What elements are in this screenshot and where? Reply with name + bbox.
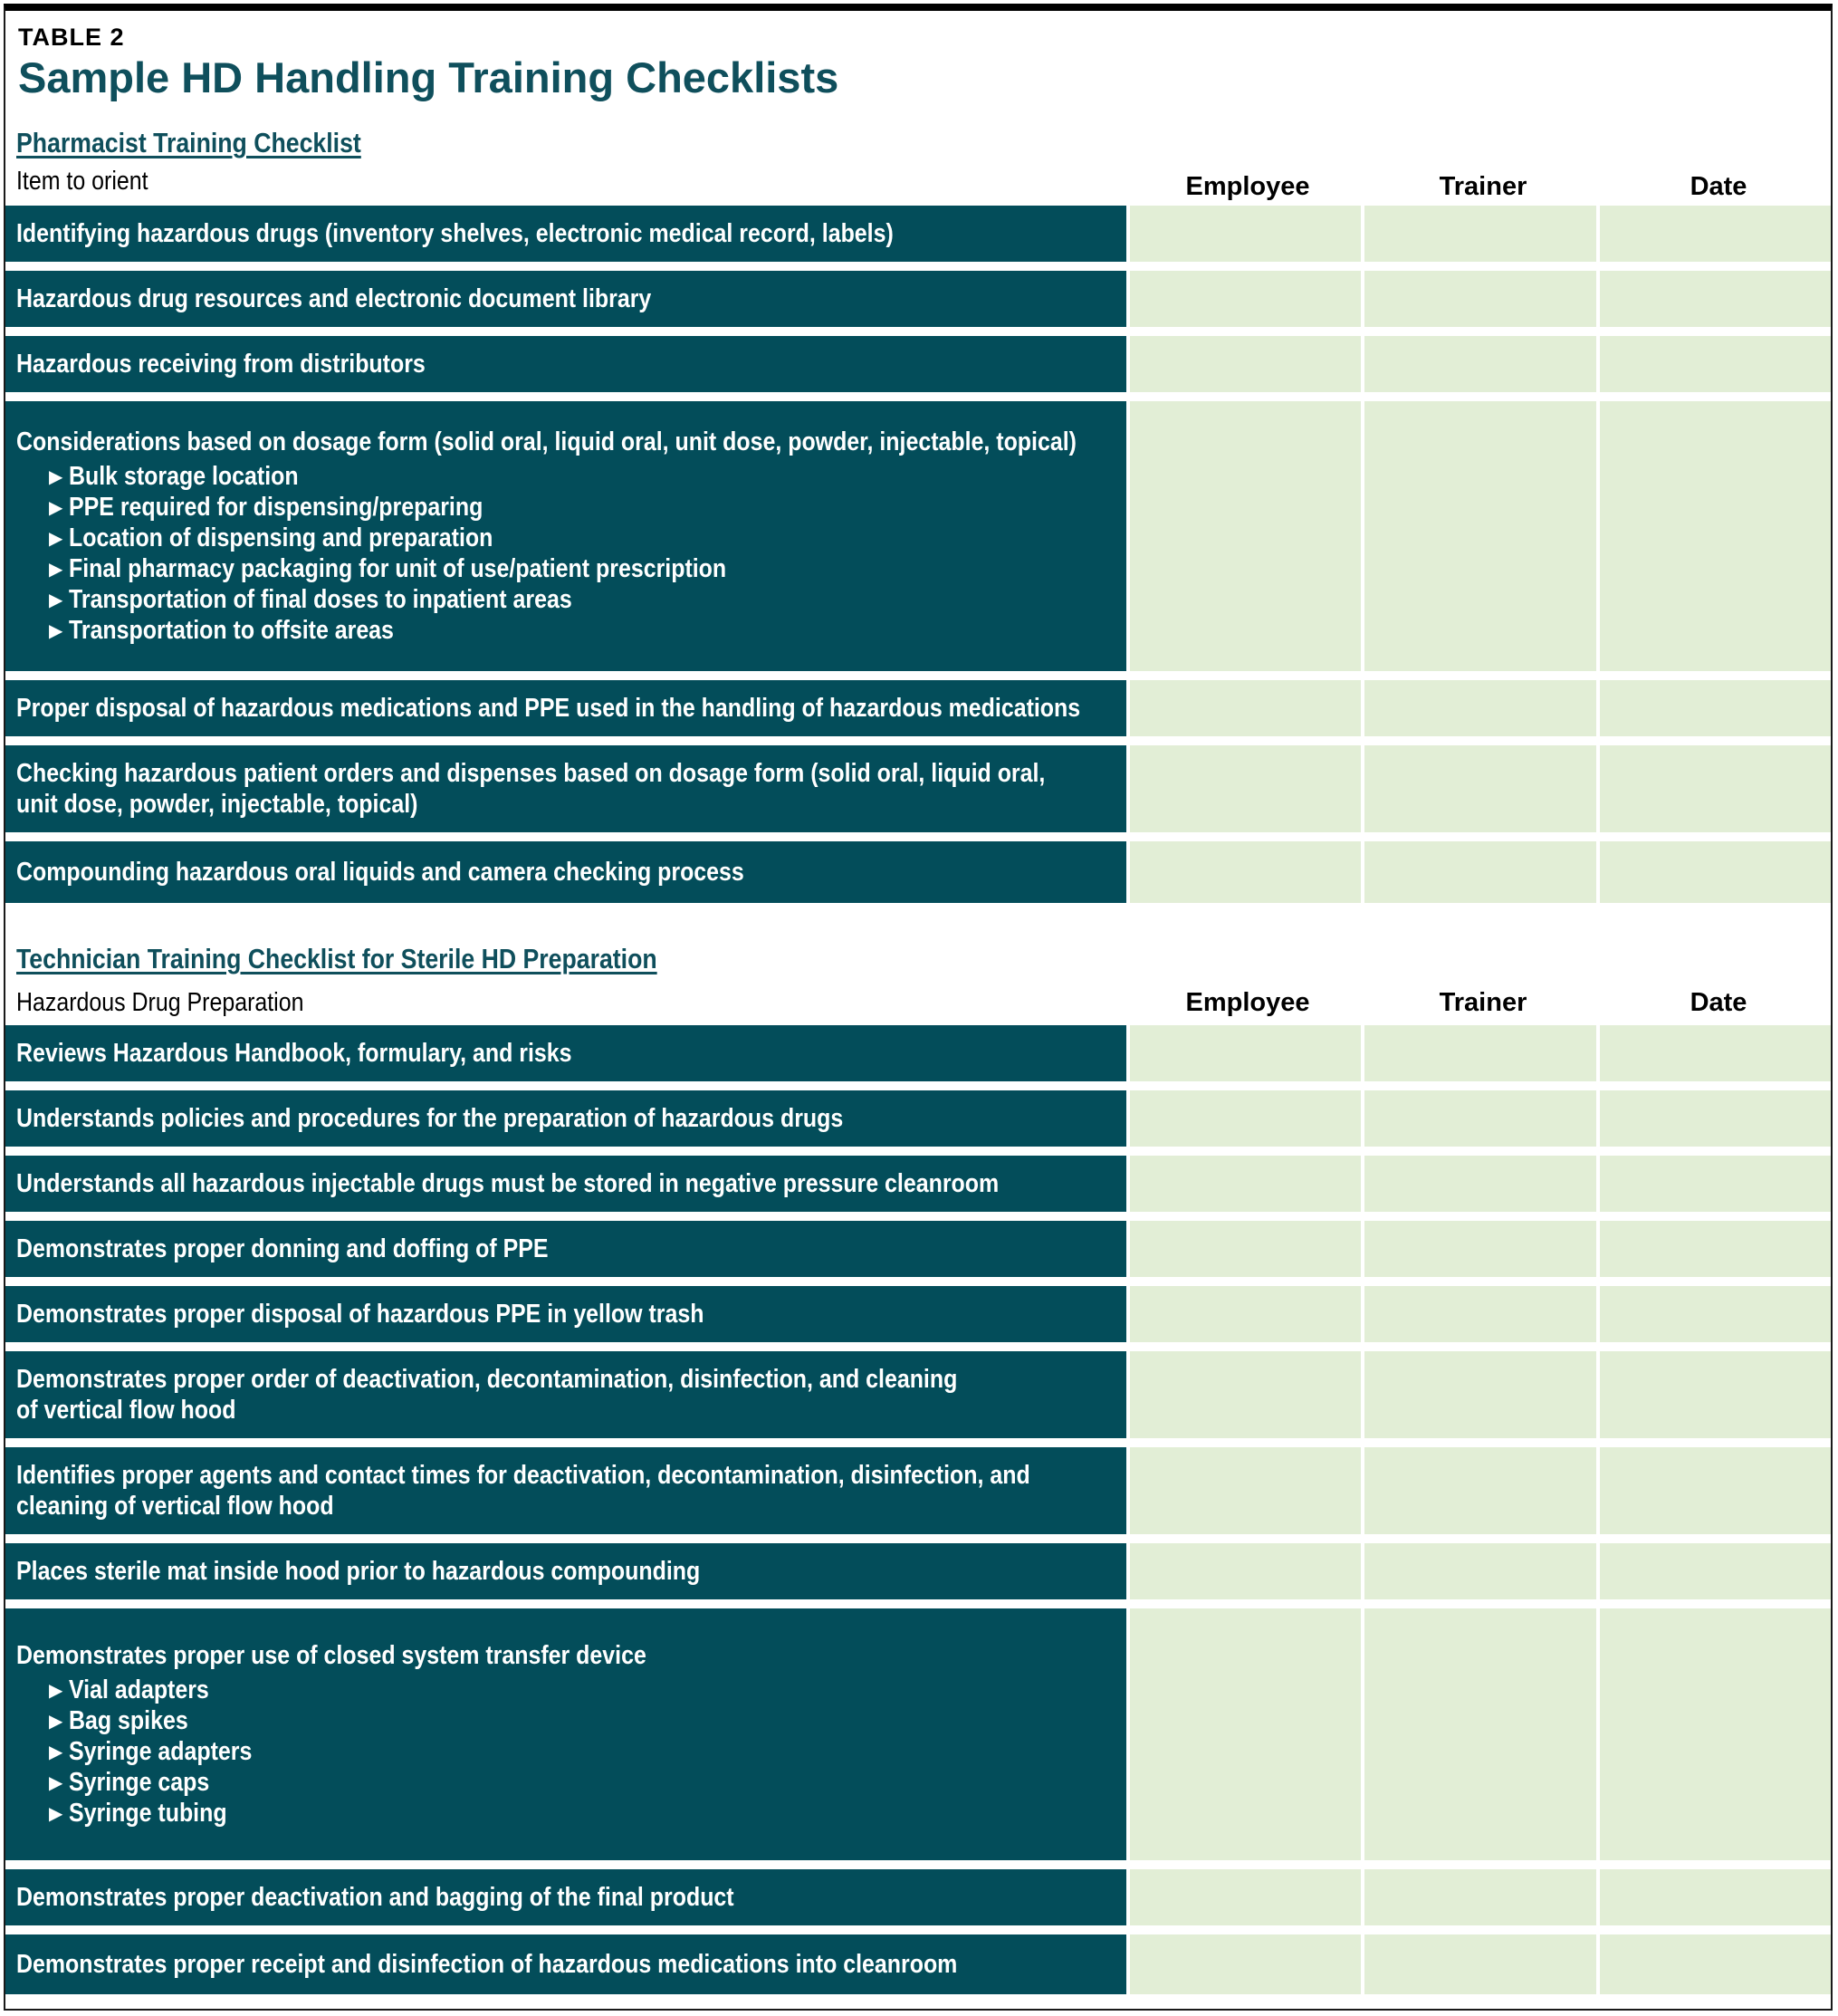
page-title: Sample HD Handling Training Checklists [18, 53, 839, 101]
checklist-item-label: Identifies proper agents and contact times for deactivation, decontamination, disinfection, and cleaning of vertical flow hood [16, 1461, 1030, 1521]
checklist-item [5, 271, 1126, 327]
checklist-item [5, 206, 1126, 262]
checklist-item-label: Demonstrates proper order of deactivation, decontamination, disinfection, and cleaning of vertical flow hood [16, 1365, 958, 1425]
sub-item [16, 523, 1115, 553]
sub-item [16, 1798, 1115, 1829]
date-signoff-cell[interactable] [1600, 401, 1831, 671]
technician-section-title: Technician Training Checklist for Sterile HD Preparation [16, 943, 657, 974]
triangle-bullet-icon: ▶ [49, 1803, 63, 1824]
checklist-row [5, 841, 1831, 903]
employee-signoff-cell[interactable] [1130, 1156, 1361, 1212]
checklist-item-label: Demonstrates proper use of closed system transfer device [16, 1641, 646, 1670]
trainer-signoff-cell[interactable] [1364, 1090, 1595, 1147]
checklist-row [5, 271, 1831, 327]
checklist-item-label: Demonstrates proper donning and doffing of PPE [16, 1234, 549, 1263]
checklist-item-label: Hazardous receiving from distributors [16, 350, 426, 379]
sub-item-label: Bag spikes [69, 1706, 188, 1735]
checklist-row [5, 1090, 1831, 1147]
date-signoff-cell[interactable] [1600, 1351, 1831, 1438]
sub-item-label: Syringe tubing [69, 1799, 227, 1828]
date-signoff-cell[interactable] [1600, 1221, 1831, 1277]
sub-item-label: Location of dispensing and preparation [69, 523, 493, 552]
technician-employee-header: Employee [1185, 988, 1310, 1017]
checklist-item [5, 1221, 1126, 1277]
trainer-signoff-cell[interactable] [1364, 745, 1595, 832]
trainer-signoff-cell[interactable] [1364, 841, 1595, 903]
checklist-item [5, 1351, 1126, 1438]
date-signoff-cell[interactable] [1600, 271, 1831, 327]
table-label: TABLE 2 [18, 24, 125, 51]
checklist-item-label: Demonstrates proper disposal of hazardous PPE in yellow trash [16, 1300, 704, 1329]
sub-item [16, 553, 1115, 584]
sub-item [16, 615, 1115, 646]
employee-signoff-cell[interactable] [1130, 841, 1361, 903]
sub-item [16, 1675, 1115, 1705]
sub-item [16, 1767, 1115, 1798]
sub-item-label: Syringe caps [69, 1768, 210, 1797]
technician-trainer-header: Trainer [1439, 988, 1527, 1017]
triangle-bullet-icon: ▶ [49, 1772, 63, 1793]
checklist-row [5, 680, 1831, 736]
checklist-item [5, 1447, 1126, 1534]
checklist-item [5, 745, 1126, 832]
triangle-bullet-icon: ▶ [49, 1680, 63, 1701]
checklist-item [5, 1156, 1126, 1212]
checklist-row [5, 1934, 1831, 1994]
employee-signoff-cell[interactable] [1130, 1090, 1361, 1147]
checklist-item-label: Demonstrates proper deactivation and bagging of the final product [16, 1883, 734, 1912]
checklist-item-label: Identifying hazardous drugs (inventory shelves, electronic medical record, labels) [16, 219, 894, 248]
trainer-signoff-cell[interactable] [1364, 1608, 1595, 1860]
trainer-signoff-cell[interactable] [1364, 1351, 1595, 1438]
trainer-signoff-cell[interactable] [1364, 1869, 1595, 1925]
checklist-row [5, 401, 1831, 671]
trainer-signoff-cell[interactable] [1364, 1221, 1595, 1277]
triangle-bullet-icon: ▶ [49, 528, 63, 549]
checklist-row [5, 1286, 1831, 1342]
checklist-item-label: Checking hazardous patient orders and dispenses based on dosage form (solid oral, liquid oral, unit dose, powder, injectable, topical) [16, 759, 1046, 819]
employee-signoff-cell[interactable] [1130, 1447, 1361, 1534]
checklist-page [4, 4, 1833, 2011]
date-signoff-cell[interactable] [1600, 1286, 1831, 1342]
checklist-row [5, 336, 1831, 392]
employee-signoff-cell[interactable] [1130, 680, 1361, 736]
date-signoff-cell[interactable] [1600, 841, 1831, 903]
employee-signoff-cell[interactable] [1130, 1543, 1361, 1599]
pharmacist-section-title: Pharmacist Training Checklist [16, 127, 361, 158]
technician-date-header: Date [1690, 988, 1747, 1017]
triangle-bullet-icon: ▶ [49, 620, 63, 641]
technician-checklist-rows [5, 1025, 1831, 1994]
pharmacist-checklist-rows [5, 206, 1831, 903]
checklist-item [5, 1869, 1126, 1925]
checklist-item-label: Reviews Hazardous Handbook, formulary, and risks [16, 1039, 572, 1068]
checklist-item [5, 1543, 1126, 1599]
checklist-item [5, 1025, 1126, 1081]
checklist-item-label: Compounding hazardous oral liquids and camera checking process [16, 858, 744, 887]
sub-item-label: Bulk storage location [69, 462, 299, 491]
employee-signoff-cell[interactable] [1130, 1934, 1361, 1994]
checklist-item [5, 1934, 1126, 1994]
trainer-signoff-cell[interactable] [1364, 680, 1595, 736]
sub-item [16, 1736, 1115, 1767]
trainer-signoff-cell[interactable] [1364, 271, 1595, 327]
sub-item-label: PPE required for dispensing/preparing [69, 493, 483, 522]
checklist-item [5, 841, 1126, 903]
trainer-signoff-cell[interactable] [1364, 1447, 1595, 1534]
employee-signoff-cell[interactable] [1130, 1025, 1361, 1081]
triangle-bullet-icon: ▶ [49, 590, 63, 610]
employee-signoff-cell[interactable] [1130, 206, 1361, 262]
date-signoff-cell[interactable] [1600, 1869, 1831, 1925]
employee-signoff-cell[interactable] [1130, 1869, 1361, 1925]
sub-item [16, 461, 1115, 492]
checklist-item-label: Hazardous drug resources and electronic document library [16, 284, 652, 313]
sub-item-label: Transportation to offsite areas [69, 616, 394, 645]
triangle-bullet-icon: ▶ [49, 1742, 63, 1762]
checklist-row [5, 1447, 1831, 1534]
pharmacist-date-header: Date [1690, 172, 1747, 201]
sub-item [16, 1705, 1115, 1736]
employee-signoff-cell[interactable] [1130, 336, 1361, 392]
employee-signoff-cell[interactable] [1130, 745, 1361, 832]
checklist-item-label: Proper disposal of hazardous medications and PPE used in the handling of hazardous medications [16, 694, 1081, 723]
checklist-item-label: Considerations based on dosage form (solid oral, liquid oral, unit dose, powder, injectable, topical) [16, 427, 1077, 456]
triangle-bullet-icon: ▶ [49, 559, 63, 580]
date-signoff-cell[interactable] [1600, 206, 1831, 262]
checklist-row [5, 206, 1831, 262]
trainer-signoff-cell[interactable] [1364, 1934, 1595, 1994]
employee-signoff-cell[interactable] [1130, 401, 1361, 671]
checklist-item-label: Understands all hazardous injectable drugs must be stored in negative pressure cleanroom [16, 1169, 1000, 1198]
checklist-item [5, 401, 1126, 671]
trainer-signoff-cell[interactable] [1364, 1543, 1595, 1599]
checklist-row [5, 745, 1831, 832]
checklist-row [5, 1351, 1831, 1438]
sub-item-label: Transportation of final doses to inpatient areas [69, 585, 572, 614]
checklist-row [5, 1543, 1831, 1599]
date-signoff-cell[interactable] [1600, 336, 1831, 392]
checklist-row [5, 1608, 1831, 1860]
pharmacist-item-header: Item to orient [16, 167, 148, 196]
trainer-signoff-cell[interactable] [1364, 401, 1595, 671]
checklist-row [5, 1869, 1831, 1925]
checklist-item-label: Understands policies and procedures for the preparation of hazardous drugs [16, 1104, 844, 1133]
sub-item-label: Final pharmacy packaging for unit of use/patient prescription [69, 554, 727, 583]
date-signoff-cell[interactable] [1600, 1447, 1831, 1534]
pharmacist-employee-header: Employee [1185, 172, 1310, 201]
employee-signoff-cell[interactable] [1130, 1221, 1361, 1277]
triangle-bullet-icon: ▶ [49, 1711, 63, 1732]
sub-item-label: Syringe adapters [69, 1737, 253, 1766]
triangle-bullet-icon: ▶ [49, 466, 63, 487]
checklist-row [5, 1025, 1831, 1081]
checklist-item [5, 1090, 1126, 1147]
trainer-signoff-cell[interactable] [1364, 1025, 1595, 1081]
trainer-signoff-cell[interactable] [1364, 336, 1595, 392]
date-signoff-cell[interactable] [1600, 1090, 1831, 1147]
date-signoff-cell[interactable] [1600, 1543, 1831, 1599]
checklist-item-label: Places sterile mat inside hood prior to hazardous compounding [16, 1557, 701, 1586]
checklist-row [5, 1221, 1831, 1277]
checklist-item [5, 1608, 1126, 1860]
date-signoff-cell[interactable] [1600, 1608, 1831, 1860]
sub-item [16, 492, 1115, 523]
checklist-item [5, 336, 1126, 392]
employee-signoff-cell[interactable] [1130, 271, 1361, 327]
sub-item-list [16, 1675, 1115, 1829]
sub-item [16, 584, 1115, 615]
date-signoff-cell[interactable] [1600, 745, 1831, 832]
checklist-item-label: Demonstrates proper receipt and disinfection of hazardous medications into cleanroom [16, 1950, 958, 1979]
employee-signoff-cell[interactable] [1130, 1608, 1361, 1860]
checklist-row [5, 1156, 1831, 1212]
trainer-signoff-cell[interactable] [1364, 1286, 1595, 1342]
trainer-signoff-cell[interactable] [1364, 1156, 1595, 1212]
checklist-item [5, 680, 1126, 736]
pharmacist-trainer-header: Trainer [1439, 172, 1527, 201]
checklist-item [5, 1286, 1126, 1342]
date-signoff-cell[interactable] [1600, 1156, 1831, 1212]
date-signoff-cell[interactable] [1600, 1025, 1831, 1081]
date-signoff-cell[interactable] [1600, 680, 1831, 736]
employee-signoff-cell[interactable] [1130, 1351, 1361, 1438]
sub-item-label: Vial adapters [69, 1675, 209, 1704]
triangle-bullet-icon: ▶ [49, 497, 63, 518]
employee-signoff-cell[interactable] [1130, 1286, 1361, 1342]
sub-item-list [16, 461, 1115, 646]
technician-item-header: Hazardous Drug Preparation [16, 988, 304, 1017]
date-signoff-cell[interactable] [1600, 1934, 1831, 1994]
trainer-signoff-cell[interactable] [1364, 206, 1595, 262]
